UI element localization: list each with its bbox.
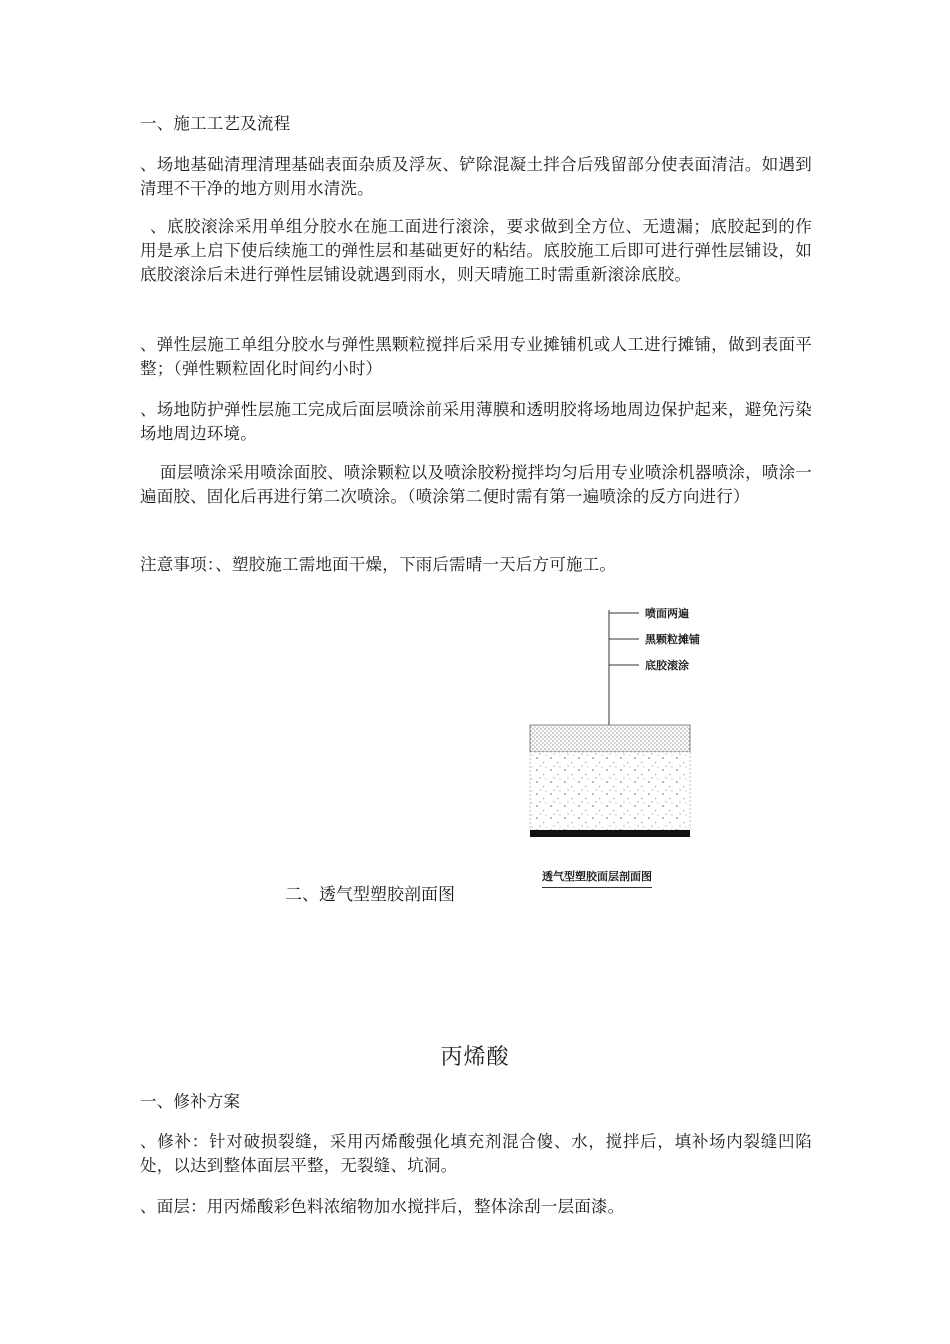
section-heading-repair: 一、修补方案: [140, 1092, 241, 1111]
paragraph-elastic-layer: 、弹性层施工单组分胶水与弹性黑颗粒搅拌后采用专业摊铺机或人工进行摊铺，做到表面平整；（弹性颗粒固化时间约小时）: [140, 335, 812, 378]
figure-caption: 透气型塑胶面层剖面图: [542, 868, 652, 888]
figure-label-granules: 黑颗粒摊铺: [645, 633, 700, 646]
figure-label-primer: 底胶滚涂: [645, 659, 689, 672]
paragraph-repair: 、修补：针对破损裂缝，采用丙烯酸强化填充剂混合傻、水，搅拌后，填补场内裂缝凹陷处，以达到整体面层平整，无裂缝、坑洞。: [140, 1132, 812, 1175]
foundation-bar: [530, 830, 690, 837]
paragraph-site-protection: 、场地防护弹性层施工完成后面层喷涂前采用薄膜和透明胶将场地周边保护起来，避免污染场地周边环境。: [140, 400, 812, 443]
paragraph-site-cleaning: 、场地基础清理清理基础表面杂质及浮灰、铲除混凝土拌合后残留部分使表面清洁。如遇到清理不干净的地方则用水清洗。: [140, 155, 812, 198]
paragraph-surface-coat: 、面层：用丙烯酸彩色料浓缩物加水搅拌后，整体涂刮一层面漆。: [140, 1197, 625, 1216]
base-layer: [530, 752, 690, 830]
cross-section-figure: [520, 600, 710, 900]
notes-paragraph: 注意事项：、塑胶施工需地面干燥，下雨后需晴一天后方可施工。: [140, 555, 617, 574]
acrylic-title: 丙烯酸: [440, 1045, 510, 1070]
section-heading-cross-section: 二、透气型塑胶剖面图: [285, 885, 455, 905]
paragraph-primer-rolling: 、底胶滚涂采用单组分胶水在施工面进行滚涂，要求做到全方位、无遗漏；底胶起到的作用是承上启下使后续施工的弹性层和基础更好的粘结。底胶施工后即可进行弹性层铺设，如底胶滚涂后未进行弹性层铺设就遇到雨水，则天晴施工时需重新滚涂底胶。: [140, 217, 812, 284]
granule-layer: [530, 725, 690, 752]
paragraph-surface-spraying: 面层喷涂采用喷涂面胶、喷涂颗粒以及喷涂胶粉搅拌均匀后用专业喷涂机器喷涂，喷涂一遍面胶、固化后再进行第二次喷涂。（喷涂第二便时需有第一遍喷涂的反方向进行）: [140, 463, 812, 506]
section-heading-process: 一、施工工艺及流程: [140, 114, 291, 133]
figure-label-spray: 喷面两遍: [645, 607, 689, 620]
